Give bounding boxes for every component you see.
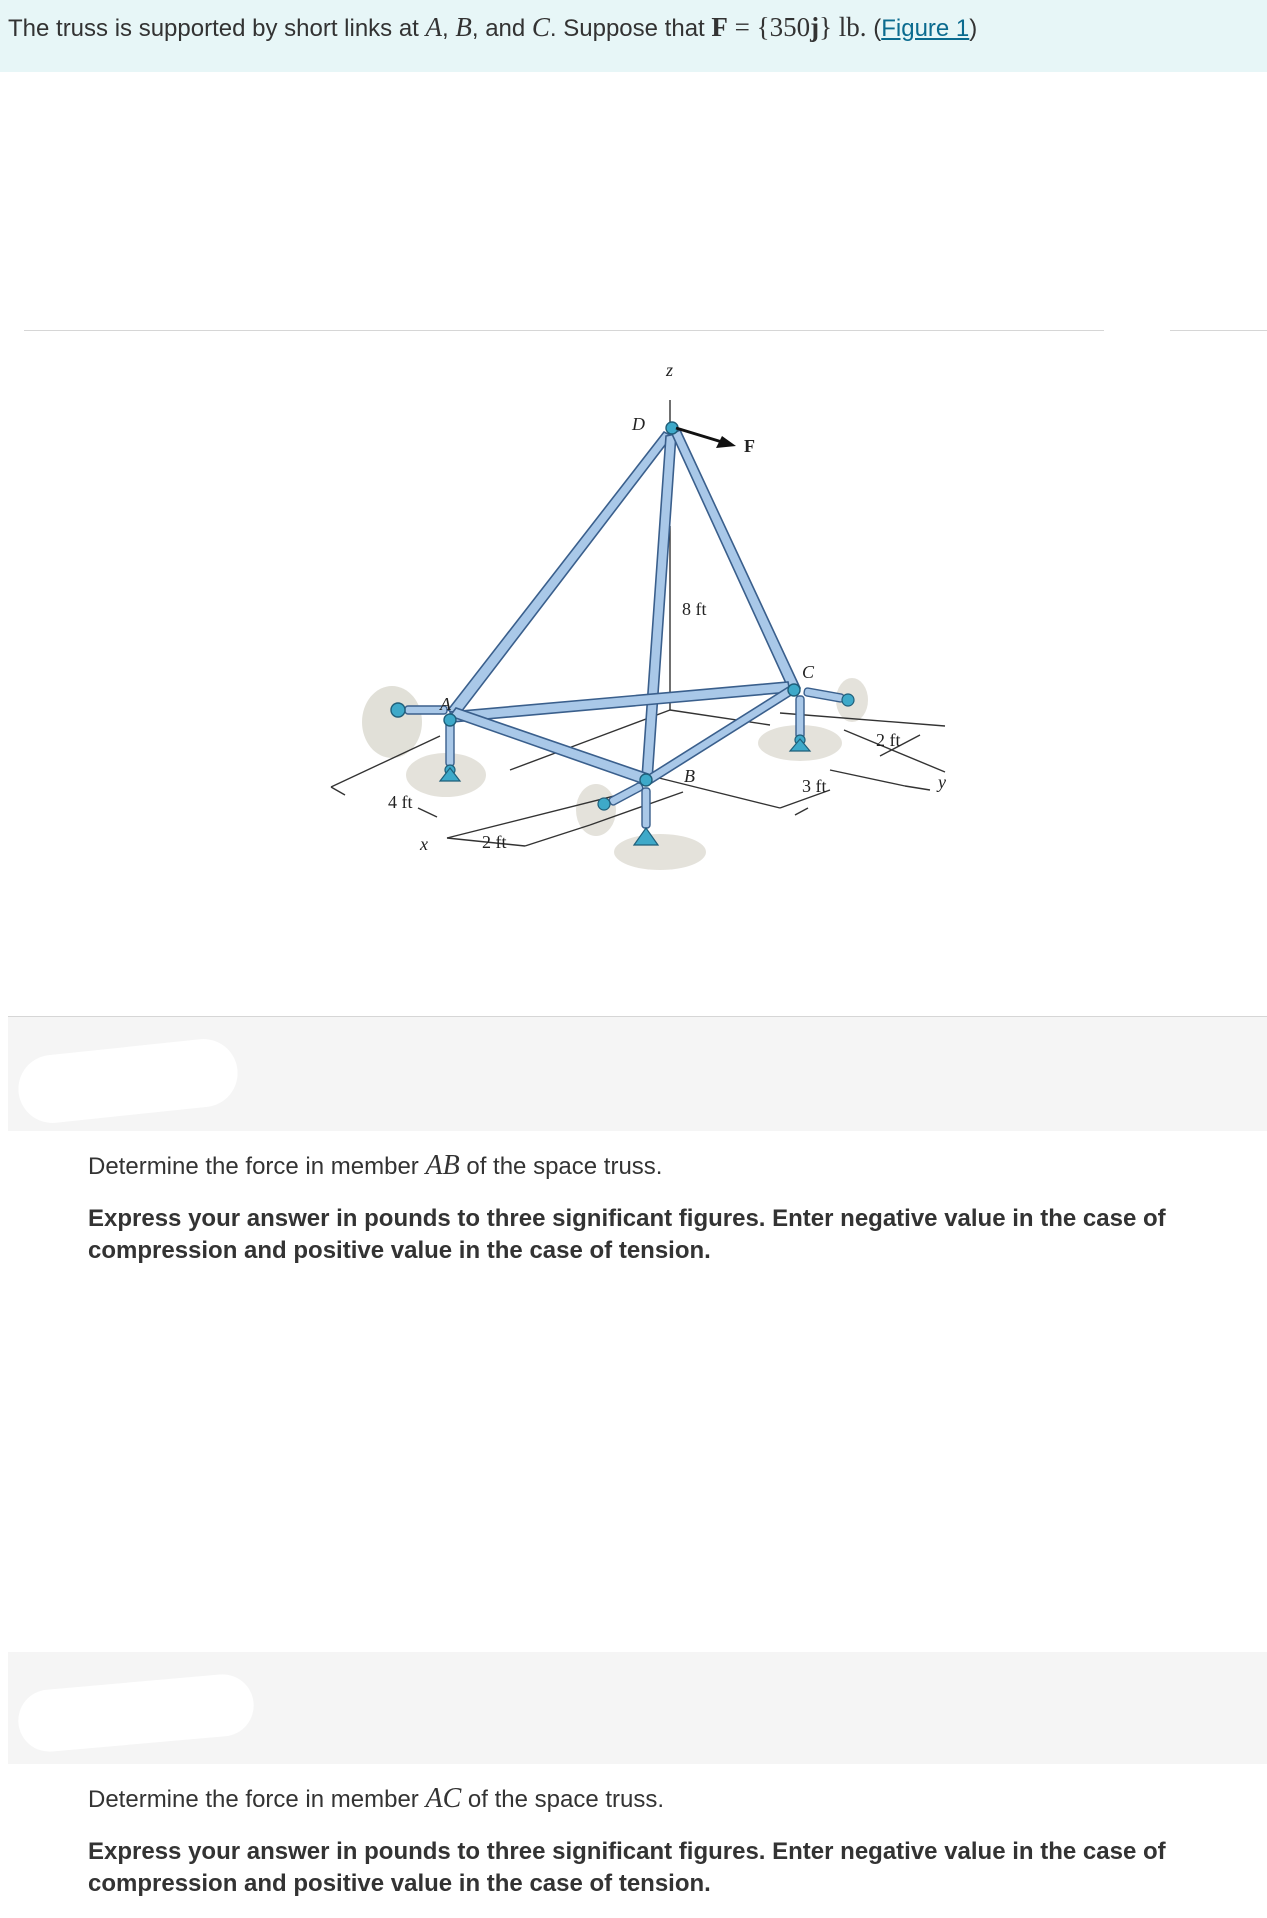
shadow-b-base (614, 834, 706, 870)
dim-line-y-axis (830, 770, 905, 786)
force-close: } (819, 12, 833, 42)
part-b-prompt-after: of the space truss. (461, 1786, 665, 1813)
label-a: A (440, 694, 451, 714)
member-ac (450, 682, 790, 722)
truss-members (448, 430, 800, 784)
part-a-member: AB (425, 1150, 460, 1181)
equals-sign: = (727, 12, 757, 42)
part-b-instruction: Express your answer in pounds to three significant figures. Enter negative value in the case of compression and positive value in the case of tension. (88, 1838, 1166, 1897)
intro-text: The truss is supported by short links at (8, 15, 426, 42)
dim-2ft-bottom (525, 825, 590, 846)
part-a-prompt-after: of the space truss. (459, 1153, 663, 1180)
dim-tick-4ft-right (418, 808, 437, 817)
label-2ft-right: 2 ft (876, 730, 901, 750)
part-a-prompt (88, 1150, 1258, 1183)
link-open: ( (866, 15, 882, 42)
y-axis-end (905, 786, 930, 790)
label-3ft: 3 ft (802, 776, 827, 796)
dim-line-3ft-left (655, 777, 780, 808)
label-c: C (802, 662, 815, 682)
label-8ft: 8 ft (682, 599, 707, 619)
label-f: F (744, 436, 755, 456)
part-b-prompt-before: Determine the force in member (88, 1786, 426, 1813)
var-a: A (425, 12, 443, 42)
label-d: D (632, 414, 645, 434)
member-cd (672, 430, 800, 692)
label-2ft-left: 2 ft (482, 832, 507, 852)
intro-sep-1: , (442, 15, 456, 42)
var-c: C (531, 12, 550, 42)
part-b-header-mask (16, 1672, 257, 1754)
label-b: B (684, 766, 695, 786)
member-bd (642, 434, 676, 780)
label-4ft: 4 ft (388, 792, 413, 812)
part-b-member: AC (425, 1783, 462, 1814)
part-a-header-mask (15, 1036, 241, 1127)
intro-sep-2: , and (471, 15, 532, 42)
label-z: z (666, 360, 674, 380)
part-b-prompt (88, 1783, 1258, 1816)
force-var: F (711, 12, 728, 42)
var-b: B (455, 12, 472, 42)
part-a-prompt-before: Determine the force in member (88, 1153, 426, 1180)
joint-a (444, 714, 456, 726)
joint-b (640, 774, 652, 786)
force-unit: lb. (832, 12, 867, 42)
force-unit-vector: j (810, 12, 820, 42)
link-close: ) (969, 15, 978, 42)
intro-mid: . Suppose that (549, 15, 712, 42)
part-a-header-band (8, 1017, 1267, 1131)
part-b (88, 1783, 1258, 1900)
force-open: {350 (756, 12, 811, 42)
axis-x-dir (590, 710, 670, 740)
member-ad (448, 432, 672, 716)
truss-figure[interactable] (0, 332, 1267, 1016)
part-a-instruction: Express your answer in pounds to three significant figures. Enter negative value in the case of compression and positive value in the case of tension. (88, 1205, 1166, 1264)
part-a (88, 1150, 1258, 1267)
figure-top-divider (24, 330, 1104, 331)
part-b-header-band (8, 1652, 1267, 1764)
shadow-a-side (362, 686, 422, 758)
joint-c (788, 684, 800, 696)
truss-diagram (0, 332, 1267, 1016)
figure-1-link[interactable]: Figure 1 (881, 15, 970, 42)
dim-3ft-mark (795, 808, 808, 815)
problem-statement (0, 0, 1267, 72)
label-y: y (938, 772, 946, 792)
figure-top-divider-right (1170, 330, 1267, 331)
label-x: x (420, 834, 428, 854)
dim-tick-4ft-left (331, 787, 345, 795)
